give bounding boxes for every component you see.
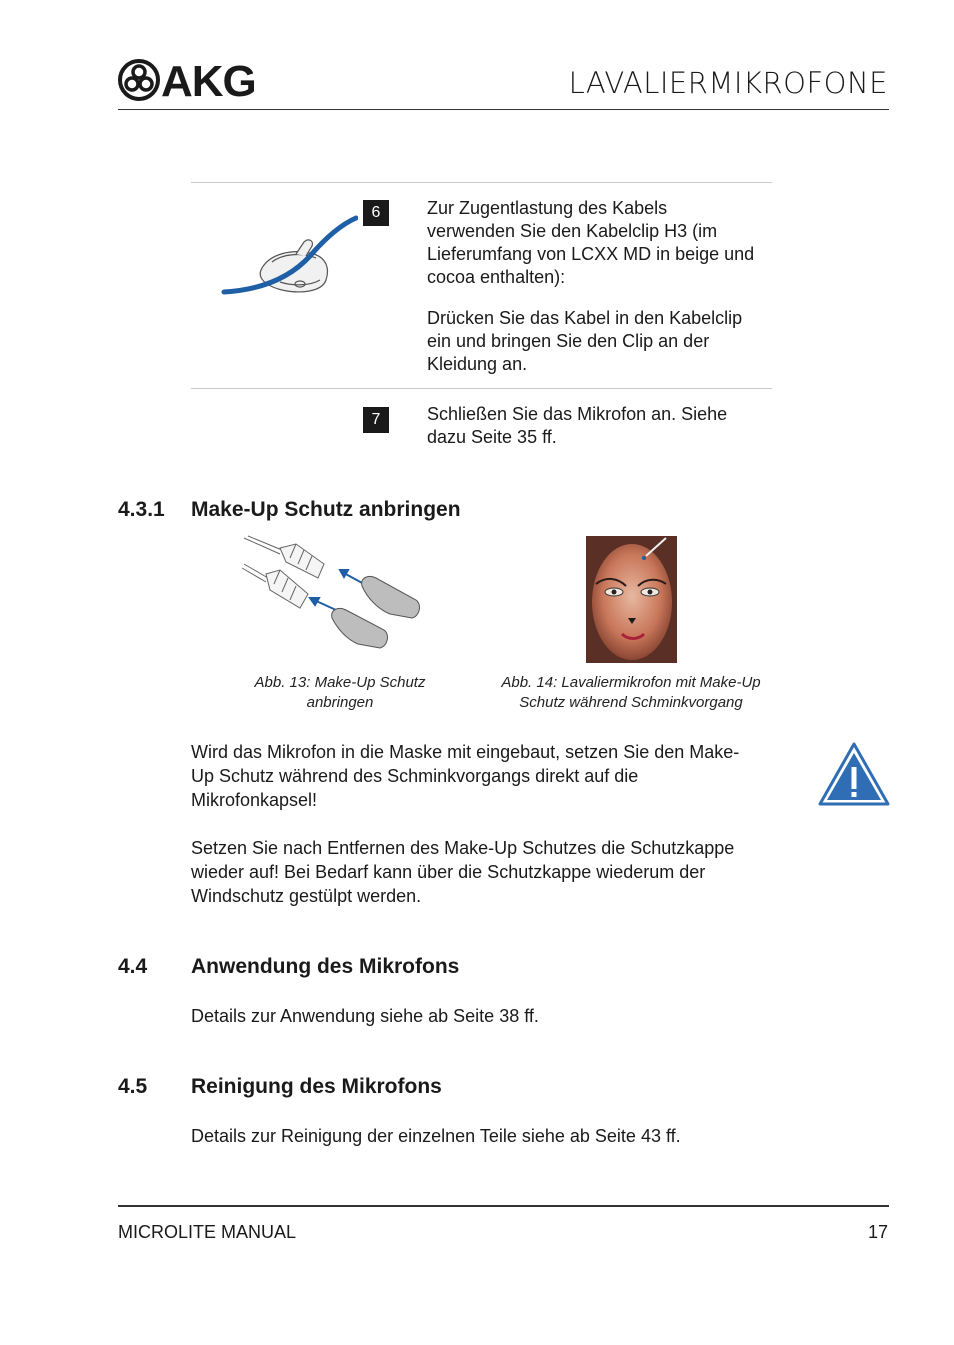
figure-14-caption bbox=[478, 673, 784, 713]
akg-logo-text: AKG bbox=[161, 58, 256, 102]
makeup-paragraph-2: Setzen Sie nach Entfernen des Make-Up Schutzes die Schutzkappe wieder auf! Bei Bedarf kann über die Schutzkappe wiederum der Windschutz gestülpt werden. bbox=[191, 838, 735, 906]
page-section-title: LAVALIERMIKROFONE bbox=[568, 66, 888, 100]
figure-14-caption-line-1: Abb. 14: Lavaliermikrofon mit Make-Up bbox=[501, 674, 761, 691]
section-number: 4.3.1 bbox=[118, 498, 165, 521]
step-number-badge: 6 bbox=[363, 200, 389, 226]
figure-13-caption-line-1: Abb. 13: Make-Up Schutz bbox=[254, 674, 426, 691]
step-6-text-1: Zur Zugentlastung des Kabels verwenden Sie den Kabelclip H3 (im Lieferumfang von LCXX MD in beige und cocoa enthalten): bbox=[427, 198, 755, 287]
table-row-rule bbox=[191, 388, 772, 389]
warning-triangle-icon bbox=[817, 741, 891, 807]
table-top-rule bbox=[191, 182, 772, 183]
section-number: 4.4 bbox=[118, 955, 148, 978]
figure-14-caption-line-2: Schutz während Schminkvorgang bbox=[519, 694, 743, 711]
cleaning-paragraph: Details zur Reinigung der einzelnen Teile siehe ab Seite 43 ff. bbox=[191, 1126, 681, 1146]
akg-logo bbox=[117, 58, 302, 102]
header-divider bbox=[118, 109, 889, 110]
usage-paragraph: Details zur Anwendung siehe ab Seite 38 ff. bbox=[191, 1006, 539, 1026]
section-heading: Reinigung des Mikrofons bbox=[191, 1075, 442, 1098]
akg-logo-mark-icon bbox=[120, 61, 158, 99]
section-number: 4.5 bbox=[118, 1075, 148, 1098]
footer-manual-name: MICROLITE MANUAL bbox=[118, 1222, 297, 1242]
step-6-text-2: Drücken Sie das Kabel in den Kabelclip ein und bringen Sie den Clip an der Kleidung an. bbox=[427, 308, 743, 374]
section-heading: Make-Up Schutz anbringen bbox=[191, 498, 461, 521]
figure-13-caption bbox=[230, 673, 450, 713]
makeup-protector-illustration bbox=[240, 534, 426, 652]
footer-divider bbox=[118, 1205, 889, 1207]
section-heading: Anwendung des Mikrofons bbox=[191, 955, 460, 978]
step-number-badge: 7 bbox=[363, 407, 389, 433]
page-number: 17 bbox=[867, 1222, 888, 1242]
figure-13-caption-line-2: anbringen bbox=[306, 694, 374, 711]
makeup-paragraph-1: Wird das Mikrofon in die Maske mit eingebaut, setzen Sie den Make-Up Schutz während des Schminkvorgangs direkt auf die Mikrofonkapsel! bbox=[191, 742, 740, 810]
makeup-face-photo bbox=[586, 536, 677, 663]
cable-clip-illustration bbox=[218, 196, 358, 300]
step-7-text: Schließen Sie das Mikrofon an. Siehe dazu Seite 35 ff. bbox=[427, 404, 728, 447]
